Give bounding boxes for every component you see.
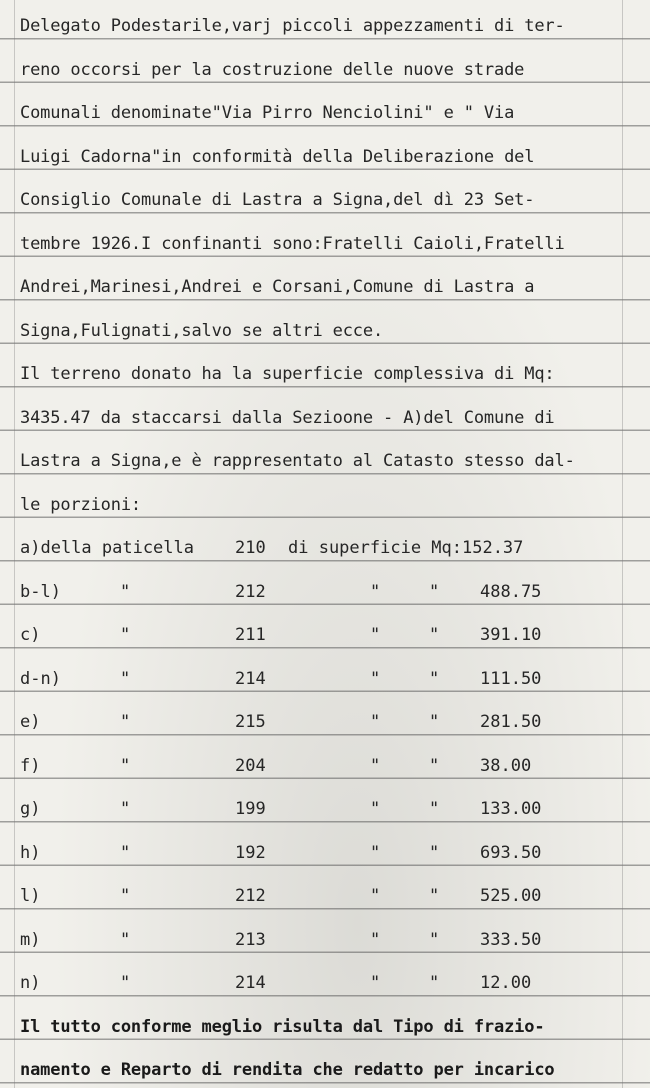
- row-label: a)della paticella: [20, 538, 194, 558]
- text-line: Signa,Fulignati,salvo se altri ecce.: [20, 320, 384, 341]
- ditto-mark: ": [370, 799, 381, 819]
- text-line: Lastra a Signa,e è rappresentato al Catasto stesso dal-: [20, 451, 575, 471]
- margin-rule: [14, 0, 15, 1088]
- ditto-mark: ": [370, 755, 381, 776]
- table-row: [20, 973, 640, 993]
- parcel-number: 212: [235, 581, 266, 602]
- ditto-mark: ": [429, 929, 440, 950]
- text-line: 3435.47 da staccarsi dalla Sezioone - A)del Comune di: [20, 407, 555, 428]
- area-value: 12.00: [480, 973, 532, 993]
- row-label: l): [20, 886, 41, 906]
- parcel-number: 199: [235, 799, 266, 819]
- parcel-number: 214: [235, 973, 266, 993]
- ditto-mark: ": [120, 842, 131, 863]
- area-value: 488.75: [480, 581, 542, 602]
- row-label: c): [20, 625, 41, 645]
- ditto-mark: ": [120, 581, 131, 602]
- text-line: le porzioni:: [20, 494, 142, 515]
- table-row: [20, 625, 640, 645]
- text-line: Consiglio Comunale di Lastra a Signa,del dì 23 Set-: [20, 190, 535, 210]
- ditto-mark: ": [429, 668, 440, 689]
- ditto-mark: ": [120, 712, 131, 732]
- row-label: g): [20, 799, 41, 819]
- ditto-mark: ": [429, 625, 440, 645]
- row-label: b-l): [20, 581, 61, 602]
- table-row: [20, 712, 640, 732]
- table-row: [20, 582, 640, 602]
- area-value: 281.50: [480, 712, 542, 732]
- area-value: 38.00: [480, 755, 532, 776]
- ditto-mark: ": [429, 755, 440, 776]
- text-line: Il terreno donato ha la superficie complessiva di Mq:: [20, 364, 555, 384]
- surface-text: di superficie Mq:152.37: [288, 538, 524, 558]
- parcel-number: 214: [235, 668, 266, 689]
- ditto-mark: ": [429, 581, 440, 602]
- ditto-mark: ": [370, 668, 381, 689]
- text-line: tembre 1926.I confinanti sono:Fratelli Caioli,Fratelli: [20, 233, 565, 254]
- parcel-number: 192: [235, 842, 266, 863]
- row-label: e): [20, 712, 41, 732]
- area-value: 111.50: [480, 668, 542, 689]
- parcel-number: 210: [235, 538, 266, 558]
- ditto-mark: ": [429, 886, 440, 906]
- ditto-mark: ": [120, 755, 131, 776]
- area-value: 333.50: [480, 929, 542, 950]
- row-label: f): [20, 755, 41, 776]
- ditto-mark: ": [120, 973, 131, 993]
- text-line: Andrei,Marinesi,Andrei e Corsani,Comune di Lastra a: [20, 277, 535, 297]
- ditto-mark: ": [120, 668, 131, 689]
- row-label: m): [20, 929, 41, 950]
- ditto-mark: ": [120, 625, 131, 645]
- table-row: [20, 669, 640, 689]
- parcel-number: 211: [235, 625, 266, 645]
- parcel-number: 213: [235, 929, 266, 950]
- table-row: [20, 756, 640, 776]
- text-line: Comunali denominate"Via Pirro Nenciolini" e " Via: [20, 103, 515, 123]
- ditto-mark: ": [370, 886, 381, 906]
- ditto-mark: ": [370, 712, 381, 732]
- ditto-mark: ": [429, 842, 440, 863]
- text-line: reno occorsi per la costruzione delle nuove strade: [20, 59, 525, 80]
- table-row: [20, 538, 640, 558]
- ditto-mark: ": [120, 929, 131, 950]
- area-value: 391.10: [480, 625, 542, 645]
- area-value: 693.50: [480, 842, 542, 863]
- ditto-mark: ": [120, 886, 131, 906]
- row-label: d-n): [20, 668, 61, 689]
- table-row: [20, 886, 640, 906]
- text-line: Delegato Podestarile,varj piccoli appezzamenti di ter-: [20, 16, 565, 36]
- ditto-mark: ": [120, 799, 131, 819]
- text-line: namento e Reparto di rendita che redatto per incarico: [20, 1060, 555, 1080]
- parcel-number: 212: [235, 886, 266, 906]
- ditto-mark: ": [429, 799, 440, 819]
- parcel-number: 215: [235, 712, 266, 732]
- text-line: Il tutto conforme meglio risulta dal Tipo di frazio-: [20, 1016, 545, 1037]
- parcel-number: 204: [235, 755, 266, 776]
- row-label: n): [20, 973, 41, 993]
- ditto-mark: ": [370, 842, 381, 863]
- area-value: 525.00: [480, 886, 542, 906]
- ditto-mark: ": [370, 929, 381, 950]
- text-line: Luigi Cadorna"in conformità della Deliberazione del: [20, 146, 535, 167]
- row-label: h): [20, 842, 41, 863]
- ditto-mark: ": [370, 581, 381, 602]
- table-row: [20, 799, 640, 819]
- area-value: 133.00: [480, 799, 542, 819]
- table-row: [20, 843, 640, 863]
- table-row: [20, 930, 640, 950]
- ditto-mark: ": [429, 973, 440, 993]
- ditto-mark: ": [429, 712, 440, 732]
- ditto-mark: ": [370, 973, 381, 993]
- ditto-mark: ": [370, 625, 381, 645]
